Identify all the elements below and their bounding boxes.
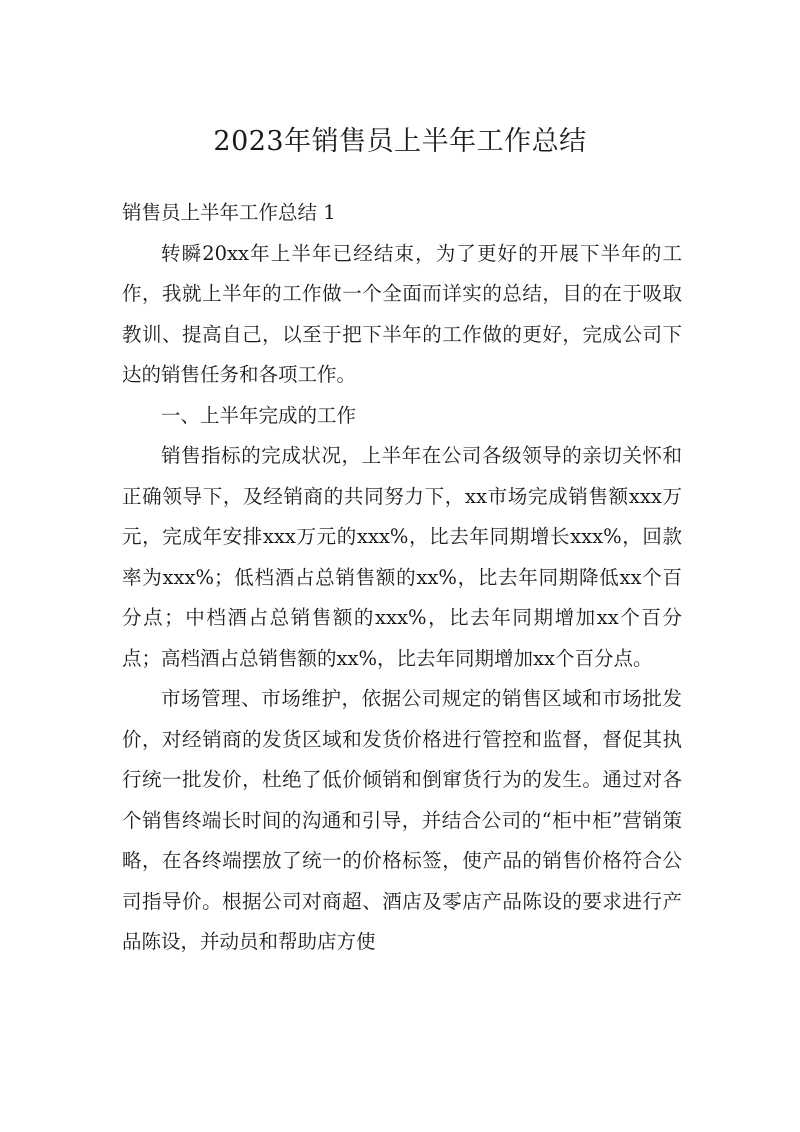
document-body (122, 193, 682, 963)
document-title: 2023年销售员上半年工作总结 (213, 126, 587, 157)
paragraph-market-management: 市场管理、市场维护，依据公司规定的销售区域和市场批发价，对经销商的发货区域和发货价格进行管控和监督，督促其执行统一批发价，杜绝了低价倾销和倒窜货行为的发生。通过对各个销售终端长时间的沟通和引导，并结合公司的“柜中柜”营销策略，在各终端摆放了统一的价格标签，使产品的销售价格符合公司指导价。根据公司对商超、酒店及零店产品陈设的要求进行产品陈设，并动员和帮助店方使 (122, 687, 682, 953)
section-subtitle: 销售员上半年工作总结 1 (122, 201, 336, 224)
paragraph-intro: 转瞬20xx年上半年已经结束，为了更好的开展下半年的工作，我就上半年的工作做一个全面而详实的总结，目的在于吸取教训、提高自己，以至于把下半年的工作做的更好，完成公司下达的销售任务和各项工作。 (122, 241, 682, 386)
section-heading: 一、上半年完成的工作 (161, 403, 357, 427)
paragraph-sales-targets: 销售指标的完成状况，上半年在公司各级领导的亲切关怀和正确领导下，及经销商的共同努力下，xx市场完成销售额xxx万元，完成年安排xxx万元的xxx%，比去年同期增长xxx%，回款率为xxx%；低档酒占总销售额的xx%，比去年同期降低xx个百分点；中档酒占总销售额的xxx%，比去年同期增加xx个百分点；高档酒占总销售额的xx%，比去年同期增加xx个百分点。 (122, 444, 682, 670)
